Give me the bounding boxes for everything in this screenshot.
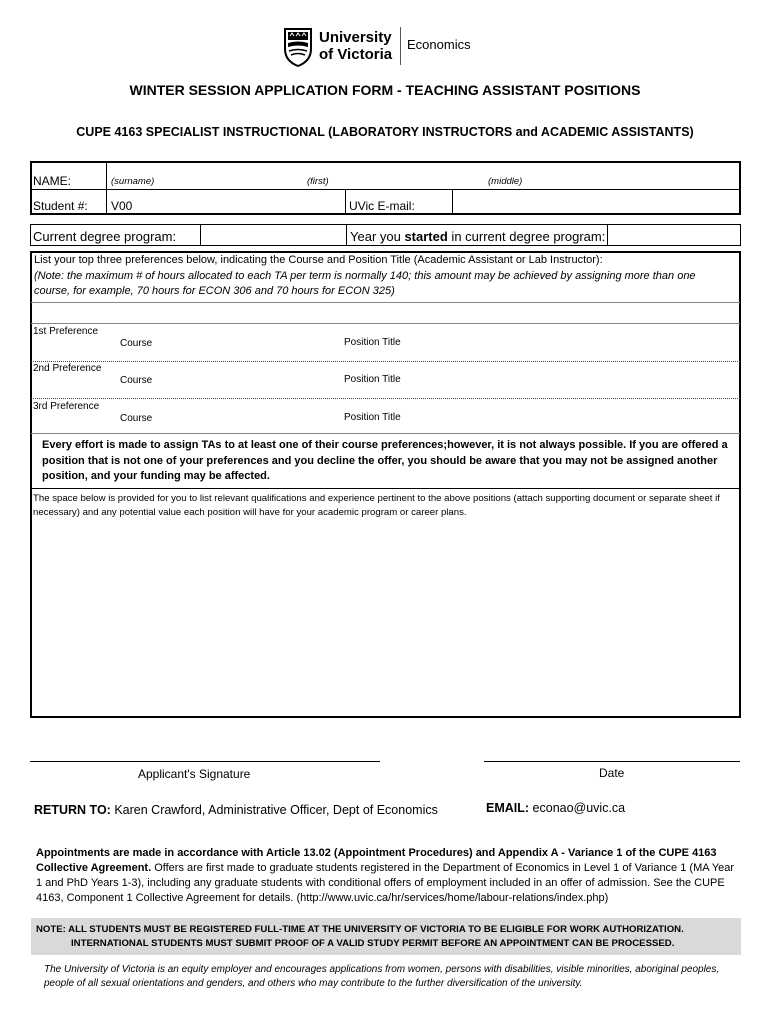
department-name: Economics bbox=[407, 37, 471, 52]
student-number-field[interactable]: V00 bbox=[111, 199, 133, 213]
divider bbox=[31, 398, 740, 399]
email-label: UVic E-mail: bbox=[349, 199, 415, 213]
signature-field[interactable] bbox=[30, 740, 380, 760]
degree-program-field[interactable] bbox=[201, 225, 345, 245]
pref-3-label: 3rd Preference bbox=[33, 401, 100, 412]
university-name: University of Victoria bbox=[319, 29, 393, 63]
divider bbox=[31, 189, 740, 190]
divider bbox=[31, 302, 740, 303]
uvic-crest-icon bbox=[283, 27, 313, 67]
return-email: EMAIL: econao@uvic.ca bbox=[486, 801, 626, 815]
form-subtitle: CUPE 4163 SPECIALIST INSTRUCTIONAL (LABORATORY INSTRUCTORS and ACADEMIC ASSISTANTS) bbox=[76, 125, 694, 139]
date-line bbox=[484, 761, 740, 762]
applicant-signature-label: Applicant's Signature bbox=[138, 767, 251, 781]
pref-2-label: 2nd Preference bbox=[33, 363, 102, 374]
signature-line bbox=[30, 761, 380, 762]
return-to: RETURN TO: Karen Crawford, Administrative Officer, Dept of Economics bbox=[34, 803, 438, 817]
name-label: NAME: bbox=[33, 174, 72, 188]
year-started-label: Year you started in current degree program: bbox=[350, 229, 606, 244]
divider bbox=[31, 323, 740, 324]
divider bbox=[106, 163, 107, 213]
surname-field[interactable]: (surname) bbox=[111, 176, 155, 187]
divider bbox=[31, 361, 740, 362]
divider bbox=[345, 189, 346, 213]
pref-1-position[interactable]: Position Title bbox=[344, 337, 401, 348]
year-started-field[interactable] bbox=[608, 225, 740, 245]
student-number-label: Student #: bbox=[33, 199, 88, 213]
equity-statement: The University of Victoria is an equity employer and encourages applications from women, persons with disabilities, visible minorities, aboriginal peoples, people of all sexual orientations and genders, and others who may contribute to the further diversification of the university. bbox=[44, 964, 720, 989]
uvic-logo bbox=[283, 25, 473, 71]
pref-2-position[interactable]: Position Title bbox=[344, 374, 401, 385]
divider bbox=[452, 189, 453, 213]
divider bbox=[31, 433, 740, 434]
note-line-2: INTERNATIONAL STUDENTS MUST SUBMIT PROOF OF A VALID STUDY PERMIT BEFORE AN APPOINTMENT CAN BE PROCESSED. bbox=[71, 938, 675, 949]
qualifications-textarea[interactable] bbox=[33, 522, 738, 714]
pref-3-course[interactable]: Course bbox=[120, 413, 153, 424]
preferences-intro: List your top three preferences below, indicating the Course and Position Title (Academic Assistant or Lab Instructor): bbox=[34, 254, 603, 266]
pref-2-course[interactable]: Course bbox=[120, 375, 153, 386]
divider bbox=[31, 488, 740, 489]
effort-statement: Every effort is made to assign TAs to at least one of their course preferences;however, it is not always possible. If you are offered a position that is not one of your preferences and you decline the offer, you should be aware that you may not be assigned another position, and your funding may be affected. bbox=[42, 439, 728, 482]
pref-3-position[interactable]: Position Title bbox=[344, 412, 401, 423]
preferences-note: (Note: the maximum # of hours allocated to each TA per term is normally 140; this amount may be achieved by assigning more than one course, for example, 70 hours for ECON 306 and 70 hours for ECON 325) bbox=[34, 270, 696, 297]
first-name-field[interactable]: (first) bbox=[307, 176, 329, 187]
pref-1-label: 1st Preference bbox=[33, 326, 99, 337]
divider bbox=[346, 224, 347, 246]
email-field[interactable] bbox=[454, 191, 739, 212]
middle-name-field[interactable]: (middle) bbox=[488, 176, 523, 187]
pref-1-course[interactable]: Course bbox=[120, 338, 153, 349]
logo-divider bbox=[400, 27, 401, 65]
note-line-1: NOTE: ALL STUDENTS MUST BE REGISTERED FULL-TIME AT THE UNIVERSITY OF VICTORIA TO BE ELIGIBLE FOR WORK AUTHORIZATION. bbox=[36, 924, 684, 935]
qualifications-instructions: The space below is provided for you to list relevant qualifications and experience pertinent to the above positions (attach supporting document or separate sheet if necessary) and any potential value each position will have for your academic program or career plans. bbox=[33, 493, 720, 518]
appointments-paragraph: Appointments are made in accordance with Article 13.02 (Appointment Procedures) and Appendix A - Variance 1 of the CUPE 4163 Collective Agreement. Offers are first made to graduate students registered in the Department of Economics in Level 1 of Variance 1 (MA Year 1 and PhD Years 1-3), including any graduate students with conditional offers of employment included in an offer of admission. See the CUPE 4163, Component 1 Collective Agreement for details. (http://www.uvic.ca/hr/services/home/labour-relations/index.php) bbox=[36, 847, 735, 904]
date-label: Date bbox=[599, 766, 625, 780]
degree-program-label: Current degree program: bbox=[33, 229, 177, 244]
date-field[interactable] bbox=[484, 740, 740, 760]
form-title: WINTER SESSION APPLICATION FORM - TEACHING ASSISTANT POSITIONS bbox=[129, 82, 641, 98]
